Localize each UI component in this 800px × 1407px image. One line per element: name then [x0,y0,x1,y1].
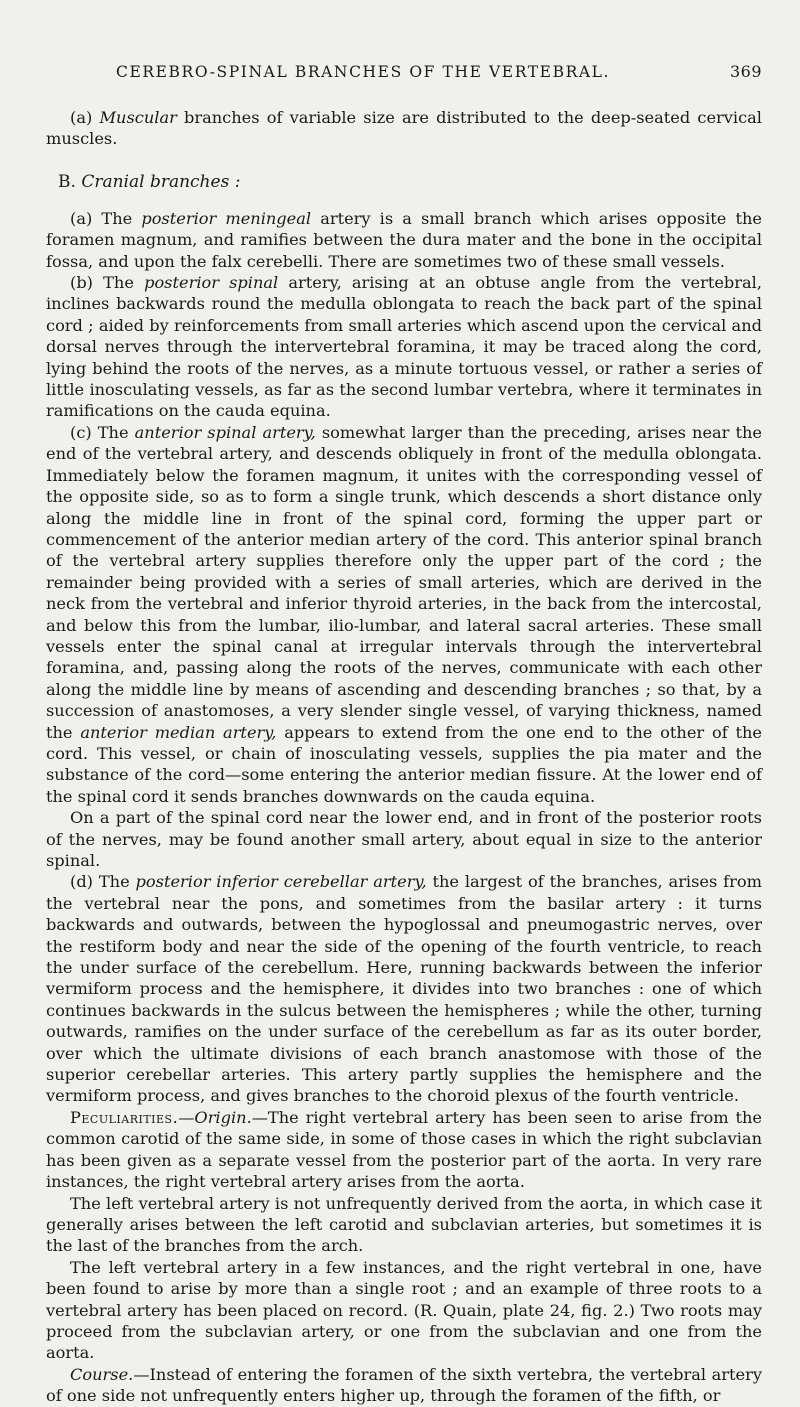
paragraph-label: (a) The [70,208,142,228]
paragraph-label: (c) The [70,422,135,442]
peculiarities-label: Peculiarities. [70,1107,179,1127]
page-number: 369 [729,62,762,81]
paragraph-text: somewhat larger than the preceding, arises near the end of the vertebral artery, and descends obliquely in front of the medulla oblongata. Immediately below the foramen magnum, it unites with the corresponding vessel of the opposite side, so as to form a single trunk, which descends a short distance only along the middle line in front of the spinal cord, forming the upper part or commencement of the anterior median artery of the cord. This anterior spinal branch of the vertebral artery supplies therefore only the upper part of the cord ; the remainder being provided with a series of small arteries, which are derived in the neck from the vertebral and inferior thyroid arteries, in the back from the intercostal, and below this from the lumbar, ilio-lumbar, and lateral sacral arteries. These small vessels enter the spinal canal at irregular intervals through the intervertebral foramina, and, passing along the roots of the nerves, communicate with each other along the middle line by means of ascending and descending branches ; so that, by a succession of anastomoses, a very slender single vessel, of varying thickness, named the [46,422,762,742]
paragraph-label: (d) The [70,872,136,892]
course-paragraph [46,1364,762,1407]
paragraph-text: artery is a small branch which arises opposite the foramen magnum, and ramifies between the dura mater and the bone in the occipital fossa, and upon the falx cerebelli. There are sometimes two of these small vessels. [46,208,762,271]
running-head [116,62,762,81]
anterior-spinal-paragraph [46,422,762,807]
course-subhead: Course. [70,1364,134,1384]
anterior-spinal-term: anterior spinal artery, [134,422,316,442]
lower-end-paragraph: On a part of the spinal cord near the lower end, and in front of the posterior roots of the nerves, may be found another small artery, about equal in size to the anterior spinal. [46,808,762,870]
section-title: Cranial branches : [81,171,241,192]
section-letter: B. [58,171,76,192]
left-vertebral-paragraph: The left vertebral artery is not unfrequently derived from the aorta, in which case it generally arises between the left carotid and subclavian arteries, but sometimes it is the last of the branches from the arch. [46,1193,762,1256]
posterior-meningeal-paragraph [46,208,762,272]
posterior-spinal-paragraph [46,272,762,422]
paragraph-text: the largest of the branches, arises from the vertebral near the pons, and sometimes from the basilar artery : it turns backwards and outwards, between the hypoglossal and pneumogastric nerves, over the restiform body and near the side of the opening of the fourth ventricle, to reach the under surface of the cerebellum. Here, running backwards between the inferior vermiform process and the hemisphere, it divides into two branches : one of which continues backwards in the sulcus between the hemispheres ; while the other, turning outwards, ramifies on the under surface of the cerebellum as far as its outer border, over which the ultimate divisions of each branch anastomose with those of the superior cerebellar arteries. This artery partly supplies the hemisphere and the vermiform process, and gives branches to the choroid plexus of the fourth ventricle. [46,872,762,1106]
muscular-term: Muscular [99,108,177,127]
muscular-branches-paragraph: (a) Muscular branches of variable size are distributed to the deep-seated cervical muscles. [46,108,762,149]
paragraph-text: —The right vertebral artery has been seen to arise from the common carotid of the same side, in some of those cases in which the right subclavian has been given as a separate vessel from the posterior part of the aorta. In very rare instances, the right vertebral artery arises from the aorta. [46,1107,762,1192]
posterior-spinal-term: posterior spinal [144,273,279,293]
paragraph-text: artery, arising at an obtuse angle from the vertebral, inclines backwards round the medulla oblongata to reach the back part of the spinal cord ; aided by reinforcements from small arteries which ascend upon the cervical and dorsal nerves through the intervertebral foramina, it may be traced along the cord, lying behind the roots of the nerves, as a minute tortuous vessel, or rather a series of little inosculating vessels, as far as the second lumbar vertebra, where it terminates in ramifications on the cauda equina. [46,273,762,421]
muscular-text: branches of variable size are distributed to the deep-seated cervical muscles. [46,108,762,149]
peculiarities-paragraph [46,1107,762,1193]
posterior-inferior-cerebellar-paragraph [46,871,762,1106]
section-heading-cranial [58,172,762,192]
running-title: CEREBRO-SPINAL BRANCHES OF THE VERTEBRAL. [116,63,611,81]
origin-subhead: —Origin. [178,1107,252,1127]
paragraph-text: appears to extend from the one end to the other of the cord. This vessel, or chain of inosculating vessels, supplies the pia mater and the substance of the cord—some entering the anterior median fissure. At the lower end of the spinal cord it sends branches downwards on the cauda equina. [46,722,763,806]
anterior-median-term: anterior median artery, [80,722,277,742]
label-a: a [76,108,86,127]
multiple-roots-paragraph: The left vertebral artery in a few instances, and the right vertebral in one, have been found to arise by more than a single root ; and an example of three roots to a vertebral artery has been placed on record. (R. Quain, plate 24, fig. 2.) Two roots may proceed from the subclavian artery, or one from the subclavian and one from the aorta. [46,1257,762,1363]
paragraph-text: —Instead of entering the foramen of the sixth vertebra, the vertebral artery of one side not unfrequently enters higher up, through the foramen of the fifth, or [46,1364,762,1406]
posterior-meningeal-term: posterior meningeal [141,208,312,228]
paragraph-label: (b) The [70,273,145,293]
posterior-inferior-cerebellar-term: posterior inferior cerebellar artery, [135,872,427,892]
